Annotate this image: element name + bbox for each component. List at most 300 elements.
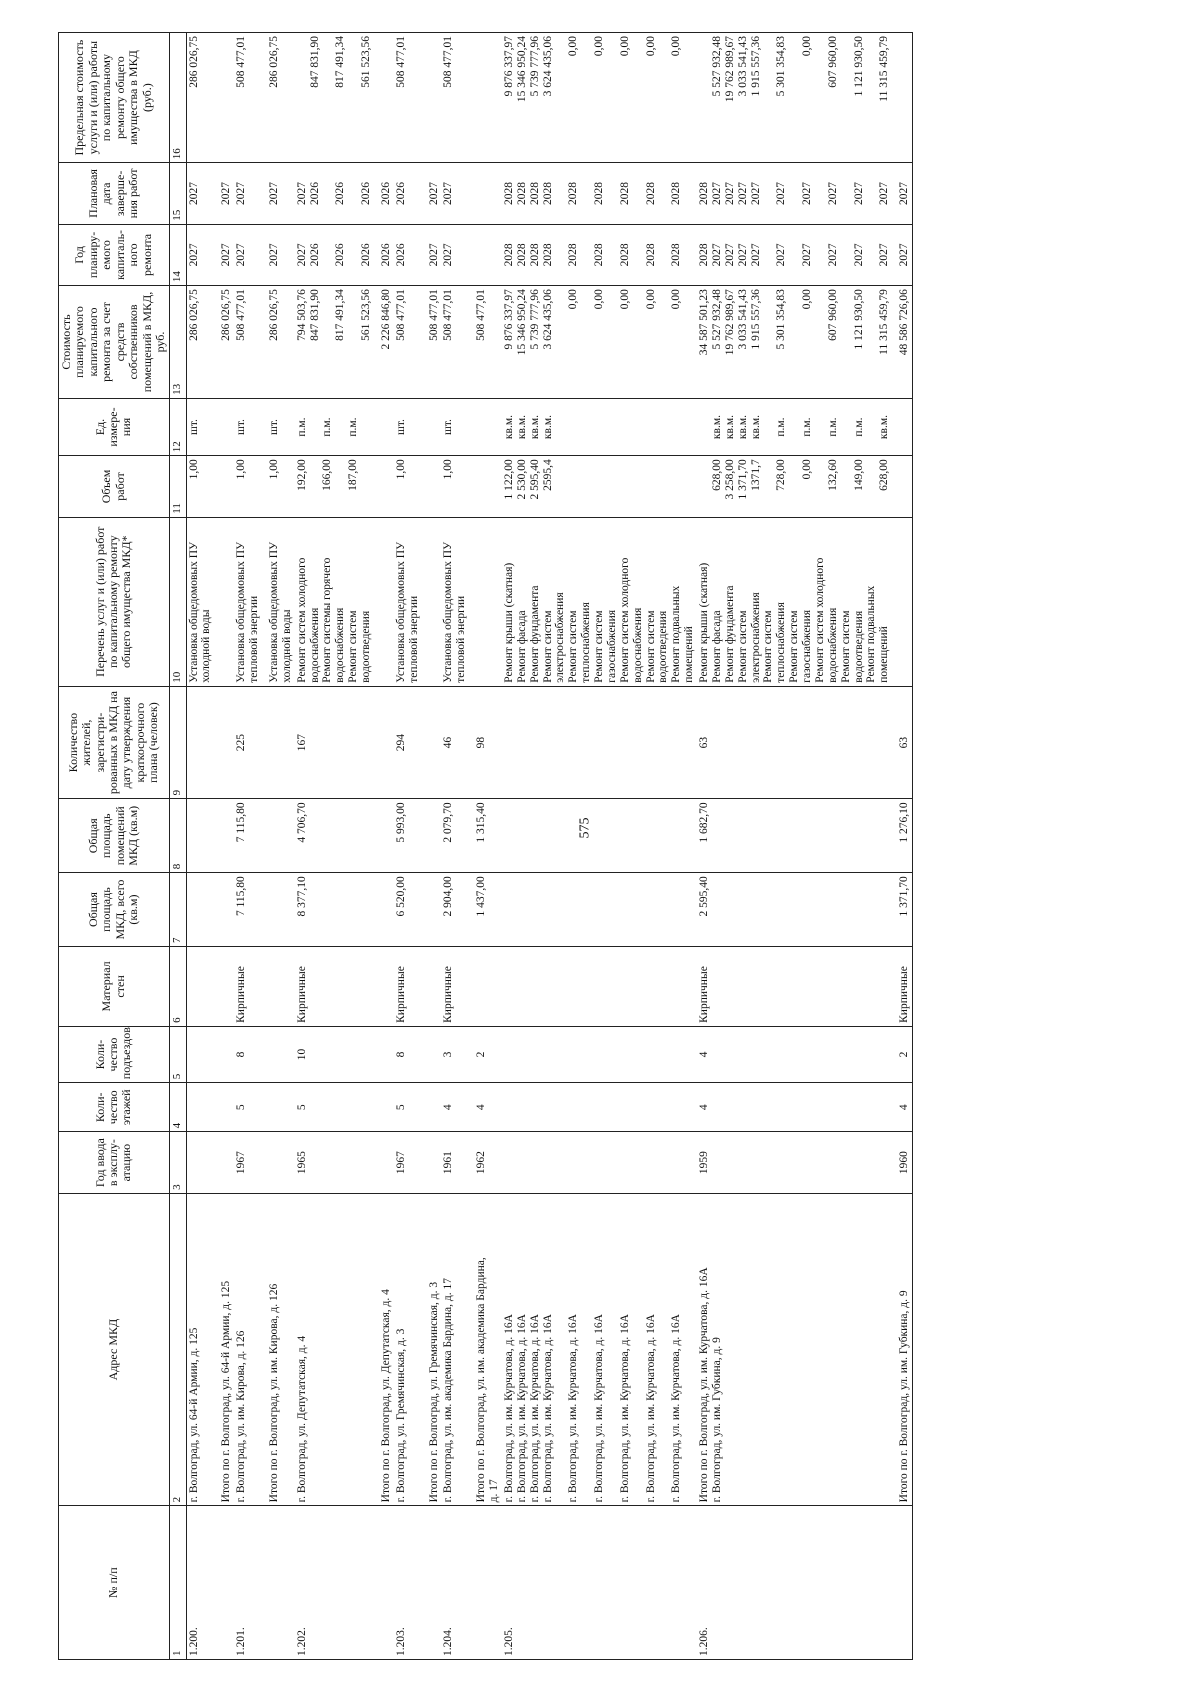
cell-line <box>347 36 360 159</box>
cell-line: Ремонт крыши (скатная) <box>502 562 515 683</box>
cell-parea <box>374 799 394 873</box>
column-header: Количество жителей, зарегистри-рованных в МКД на дату утверждения краткосрочного плана (человек) <box>59 686 170 799</box>
cell-floors <box>214 1083 234 1132</box>
cell-line: Итого по г. Волгоград, ул. им. Губкина, д. 9 <box>898 1290 911 1503</box>
cell-n <box>422 1506 442 1660</box>
cell-line <box>840 459 853 513</box>
cell-mat <box>469 946 502 1026</box>
cell-addr <box>892 1193 912 1505</box>
cell-parea: 7 115,80 <box>234 799 262 873</box>
cell-line: 1 121 930,50 <box>852 289 865 350</box>
cell-addr <box>234 1193 262 1505</box>
cell-line: 2028 <box>618 181 631 205</box>
cell-floors: 4 <box>469 1083 502 1132</box>
cell-line: шт. <box>235 419 248 435</box>
cell-line: 15 346 950,24 <box>515 36 528 103</box>
cell-line: 628,00 <box>710 459 723 491</box>
cell-works <box>295 517 374 686</box>
total-row <box>374 33 394 1660</box>
cell-line <box>554 166 567 220</box>
cell-line: 2027 <box>826 181 839 205</box>
cell-line: 5 739 777,96 <box>528 36 541 97</box>
cell-res <box>422 686 442 799</box>
column-number: 12 <box>169 398 186 455</box>
cell-line: 2028 <box>698 181 710 205</box>
cell-line: 508 477,01 <box>235 36 248 88</box>
cell-line: Итого по г. Волгоград, ул. 64-й Армии, д. 125 <box>220 1280 233 1503</box>
cell-works <box>374 517 394 686</box>
cell-line: 2028 <box>528 181 541 205</box>
cell-line: тепловой энергии <box>407 595 420 683</box>
cell-works <box>441 517 469 686</box>
cell-res: 167 <box>295 686 374 799</box>
cell-line: 132,60 <box>826 459 839 491</box>
cell-line <box>554 228 567 282</box>
cell-vol <box>441 456 469 517</box>
cell-vol <box>262 456 295 517</box>
cell-line: Ремонт систем <box>347 610 360 683</box>
cell-line: 15 346 950,24 <box>515 289 528 356</box>
cell-mat <box>374 946 394 1026</box>
cell-line: 2027 <box>295 243 308 267</box>
cell-line: 9 876 337,97 <box>502 289 515 350</box>
cell-line: 508 477,01 <box>442 36 455 88</box>
cell-line: 508 477,01 <box>442 289 455 341</box>
column-number: 11 <box>169 456 186 517</box>
cell-parea <box>214 799 234 873</box>
cell-line: 0,00 <box>593 36 605 57</box>
cell-line: п.м. <box>826 417 839 437</box>
cell-line <box>309 459 322 513</box>
cell-line: 19 762 989,67 <box>723 36 736 103</box>
cell-unit <box>892 398 912 455</box>
cell-mat <box>262 946 295 1026</box>
cell-line <box>657 1197 670 1502</box>
cell-line <box>865 459 878 513</box>
total-row <box>214 33 234 1660</box>
cell-line <box>347 289 360 395</box>
cell-works <box>214 517 234 686</box>
cell-line: 508 477,01 <box>235 289 248 341</box>
cell-line: кв.м. <box>541 415 554 440</box>
cell-line <box>606 289 619 395</box>
cell-area <box>422 873 442 947</box>
column-header: Коли-чество подъездов <box>59 1026 170 1082</box>
cell-entr <box>422 1026 442 1082</box>
cell-line: 11 315 459,79 <box>878 36 891 102</box>
cell-pd <box>214 163 234 224</box>
cell-lim <box>469 33 502 163</box>
cell-line: водоотведения <box>852 610 865 683</box>
cell-line: 1 915 557,36 <box>749 289 762 350</box>
cell-line <box>554 289 567 395</box>
cell-lim <box>374 33 394 163</box>
column-header: Материал стен <box>59 946 170 1026</box>
cell-line: 187,00 <box>347 459 360 491</box>
cell-lim <box>214 33 234 163</box>
cell-line: 508 477,01 <box>394 36 407 88</box>
cell-line: 2027 <box>220 181 233 205</box>
cell-entr: 3 <box>441 1026 469 1082</box>
total-row <box>262 33 295 1660</box>
cell-works <box>697 517 892 686</box>
cell-line <box>632 228 645 282</box>
cell-vol <box>697 456 892 517</box>
cell-line: Ремонт систем <box>567 610 580 683</box>
cell-line: 2028 <box>515 181 528 205</box>
cell-line: 847 831,90 <box>308 36 321 88</box>
cell-res: 63 <box>697 686 892 799</box>
column-header: Перечень услуг и (или) работ по капитальному ремонту общего имущества МКД* <box>59 517 170 686</box>
cell-line: 2028 <box>670 181 683 205</box>
cell-line: помещений <box>683 626 696 683</box>
column-number: 5 <box>169 1026 186 1082</box>
cell-line <box>580 289 593 395</box>
cell-line: Ремонт подвальных <box>865 585 878 683</box>
cell-line: 2028 <box>502 243 515 267</box>
cell-line: 2027 <box>878 181 891 205</box>
cell-line: 0,00 <box>801 36 813 57</box>
cell-line: шт. <box>267 419 280 435</box>
cell-line: п.м. <box>347 417 360 437</box>
table-body <box>186 33 913 1660</box>
cell-line: 34 587 501,23 <box>698 289 710 356</box>
cell-py <box>441 224 469 285</box>
cell-line <box>814 228 827 282</box>
cell-cost <box>374 286 394 399</box>
cell-line: 1 122,00 <box>502 459 515 500</box>
cell-line: холодной воды <box>280 609 293 683</box>
cell-floors: 5 <box>295 1083 374 1132</box>
cell-line: 2028 <box>567 243 580 267</box>
cell-line: Итого по г. Волгоград, ул. им. академика Бардина, <box>475 1257 488 1503</box>
column-header: Ед. измере-ния <box>59 398 170 455</box>
column-number: 1 <box>169 1506 186 1660</box>
cell-line: 2028 <box>541 181 554 205</box>
cell-line <box>865 166 878 220</box>
cell-entr <box>374 1026 394 1082</box>
cell-floors: 5 <box>394 1083 422 1132</box>
cell-cost <box>422 286 442 399</box>
cell-n <box>214 1506 234 1660</box>
column-number: 8 <box>169 799 186 873</box>
cell-line: 192,00 <box>295 459 308 491</box>
cell-line: 2027 <box>267 181 280 205</box>
cell-line: 2028 <box>698 243 710 267</box>
cell-line: 2026 <box>360 243 372 267</box>
cell-line <box>814 402 827 452</box>
cell-line <box>788 228 801 282</box>
total-row <box>892 33 912 1660</box>
table-row <box>295 33 374 1660</box>
cell-line: 3 033 541,43 <box>736 289 749 350</box>
column-header: Общая площадь МКД, всего (кв.м) <box>59 873 170 947</box>
cell-floors: 4 <box>892 1083 912 1132</box>
cell-line <box>788 459 801 513</box>
cell-line: 2027 <box>801 181 813 205</box>
cell-line: Ремонт систем <box>644 610 657 683</box>
cell-line: 2026 <box>394 243 407 267</box>
cell-line: г. Волгоград, ул. им. Курчатова, д. 16А <box>515 1314 528 1503</box>
cell-line: Ремонт систем холодного <box>813 557 826 683</box>
cell-line <box>632 289 645 395</box>
cell-line: кв.м. <box>502 415 515 440</box>
cell-lim <box>186 33 214 163</box>
cell-line: 2027 <box>852 243 865 267</box>
cell-works <box>469 517 502 686</box>
cell-line: 607 960,00 <box>826 36 839 88</box>
cell-year: 1960 <box>892 1132 912 1193</box>
cell-line: водоотведения <box>360 610 372 683</box>
cell-line: г. Волгоград, ул. Депутатская, д. 4 <box>295 1335 308 1503</box>
cell-n: 1.200. <box>186 1506 214 1660</box>
cell-line: 149,00 <box>852 459 865 491</box>
cell-line: Ремонт систем <box>736 610 749 683</box>
cell-line: 2026 <box>308 181 321 205</box>
cell-line <box>657 166 670 220</box>
cell-line <box>321 289 334 395</box>
cell-line: Ремонт фундамента <box>723 585 736 683</box>
cell-res: 98 <box>469 686 502 799</box>
cell-line: 2026 <box>360 181 372 205</box>
cell-lim <box>892 33 912 163</box>
cell-line <box>580 228 593 282</box>
cell-works <box>262 517 295 686</box>
cell-line <box>814 289 827 395</box>
cell-floors <box>502 1083 697 1132</box>
cell-line: 1,00 <box>267 459 280 480</box>
cell-line <box>360 402 373 452</box>
cell-line: г. Волгоград, ул. им. Курчатова, д. 16А <box>541 1314 554 1503</box>
cell-area: 2 595,40 <box>697 873 892 947</box>
cell-line <box>698 459 711 513</box>
table-row <box>502 33 697 1660</box>
cell-unit <box>374 398 394 455</box>
cell-line: п.м. <box>321 417 334 437</box>
cell-line: тепловой энергии <box>455 595 468 683</box>
cell-line: шт. <box>187 419 200 435</box>
cell-line <box>788 402 801 452</box>
cell-addr <box>374 1193 394 1505</box>
cell-line: 2028 <box>502 181 515 205</box>
cell-line <box>580 1197 593 1502</box>
cell-addr <box>422 1193 442 1505</box>
cell-area <box>186 873 214 947</box>
cell-lim <box>502 33 697 163</box>
cell-line: Установка общедомовых ПУ <box>235 541 248 683</box>
cell-line: 607 960,00 <box>826 289 839 341</box>
cell-line: 19 762 989,67 <box>723 289 736 356</box>
cell-py <box>502 224 697 285</box>
cell-line: п.м. <box>801 417 813 437</box>
cell-mat: Кирпичные <box>697 946 892 1026</box>
cell-year: 1967 <box>234 1132 262 1193</box>
cell-line <box>360 459 373 513</box>
cell-area <box>262 873 295 947</box>
cell-line: 1371,7 <box>749 459 762 491</box>
cell-line: 817 491,34 <box>334 36 347 88</box>
cell-line: 2 530,00 <box>515 459 528 500</box>
cell-line: 1,00 <box>187 459 200 480</box>
cell-entr: 2 <box>892 1026 912 1082</box>
cell-py <box>892 224 912 285</box>
cell-floors <box>186 1083 214 1132</box>
cell-line: 286 026,75 <box>220 289 233 341</box>
cell-works <box>394 517 422 686</box>
cell-year <box>422 1132 442 1193</box>
cell-line: 2027 <box>736 243 749 267</box>
cell-unit <box>186 398 214 455</box>
cell-pd <box>262 163 295 224</box>
cell-line: 2027 <box>898 243 911 267</box>
column-number: 7 <box>169 873 186 947</box>
cell-pd <box>234 163 262 224</box>
cell-line: 0,00 <box>670 289 683 310</box>
cell-line: 2026 <box>334 181 347 205</box>
cell-res <box>374 686 394 799</box>
cell-parea <box>422 799 442 873</box>
cell-line: 1 371,70 <box>736 459 749 500</box>
cell-line: 0,00 <box>801 289 813 310</box>
cell-line <box>321 228 334 282</box>
cell-addr <box>441 1193 469 1505</box>
cell-line: 3 624 435,06 <box>541 289 554 350</box>
cell-area <box>374 873 394 947</box>
cell-cost <box>186 286 214 399</box>
cell-cost <box>892 286 912 399</box>
cell-line <box>309 402 322 452</box>
cell-py <box>697 224 892 285</box>
cell-mat <box>214 946 234 1026</box>
cell-addr <box>186 1193 214 1505</box>
cell-line <box>865 402 878 452</box>
cell-vol <box>394 456 422 517</box>
table-row <box>394 33 422 1660</box>
cell-n <box>374 1506 394 1660</box>
cell-line <box>762 228 775 282</box>
cell-vol <box>234 456 262 517</box>
table-row <box>441 33 469 1660</box>
cell-line: 2 595,40 <box>528 459 541 500</box>
cell-n <box>469 1506 502 1660</box>
cell-entr: 8 <box>394 1026 422 1082</box>
cell-parea: 1 276,10 <box>892 799 912 873</box>
cell-line: Установка общедомовых ПУ <box>394 541 407 683</box>
cell-entr: 8 <box>234 1026 262 1082</box>
cell-line: г. Волгоград, ул. им. Курчатова, д. 16А <box>528 1314 541 1503</box>
cell-unit <box>502 398 697 455</box>
cell-line: 1 121 930,50 <box>852 36 865 97</box>
cell-lim <box>234 33 262 163</box>
cell-line: шт. <box>394 419 407 435</box>
cell-line: 2027 <box>295 181 308 205</box>
cell-py <box>469 224 502 285</box>
cell-line: Ремонт систем холодного <box>295 557 308 683</box>
cell-pd <box>697 163 892 224</box>
cell-line: 2028 <box>670 243 683 267</box>
cell-line <box>606 228 619 282</box>
cell-line: г. Волгоград, ул. им. Курчатова, д. 16А <box>670 1314 683 1503</box>
cell-vol <box>186 456 214 517</box>
cell-year: 1967 <box>394 1132 422 1193</box>
cell-pd <box>469 163 502 224</box>
cell-line: водоснабжения <box>308 607 321 683</box>
cell-line: г. Волгоград, ул. им. Губкина, д. 9 <box>710 1337 723 1503</box>
cell-line: 2027 <box>852 181 865 205</box>
column-header: Объем работ <box>59 456 170 517</box>
cell-n <box>892 1506 912 1660</box>
cell-line: 1,00 <box>235 459 248 480</box>
cell-addr <box>262 1193 295 1505</box>
column-number: 14 <box>169 224 186 285</box>
cell-parea: 1 315,40 <box>469 799 502 873</box>
cell-line <box>814 36 827 159</box>
cell-line: теплоснабжения <box>580 602 593 683</box>
cell-works <box>892 517 912 686</box>
cell-py <box>422 224 442 285</box>
cell-line <box>580 36 593 159</box>
cell-line: кв.м. <box>749 415 762 440</box>
cell-vol <box>374 456 394 517</box>
table-row <box>697 33 892 1660</box>
cell-line: г. Волгоград, ул. им. Курчатова, д. 16А <box>644 1314 657 1503</box>
column-number: 9 <box>169 686 186 799</box>
cell-mat <box>186 946 214 1026</box>
cell-mat: Кирпичные <box>441 946 469 1026</box>
cell-line: 0,00 <box>618 36 631 57</box>
cell-line: 2595,4 <box>541 459 554 491</box>
cell-line: 2027 <box>749 243 762 267</box>
cell-line: г. Волгоград, ул. им. Курчатова, д. 16А <box>593 1314 605 1503</box>
cell-parea: 2 079,70 <box>441 799 469 873</box>
cell-unit <box>469 398 502 455</box>
cell-line: 2027 <box>723 181 736 205</box>
cell-line: 3 624 435,06 <box>541 36 554 97</box>
cell-line: 2028 <box>644 181 657 205</box>
cell-line: 0,00 <box>593 289 605 310</box>
cell-line: водоснабжения <box>631 607 644 683</box>
page-number: 575 <box>577 817 593 839</box>
cell-line <box>814 459 827 513</box>
cell-py <box>234 224 262 285</box>
cell-lim <box>441 33 469 163</box>
cell-py <box>295 224 374 285</box>
cell-line <box>762 402 775 452</box>
cell-line: 1 915 557,36 <box>749 36 762 97</box>
cell-unit <box>262 398 295 455</box>
cell-parea: 4 706,70 <box>295 799 374 873</box>
cell-line: Установка общедомовых ПУ <box>442 541 455 683</box>
column-header: Стоимость планируемого капитального ремонта за счет средств собственников помещений в МКД, руб. <box>59 286 170 399</box>
cell-line: д. 17 <box>488 1479 500 1503</box>
cell-line: Установка общедомовых ПУ <box>187 541 200 683</box>
column-number: 16 <box>169 33 186 163</box>
cell-area: 8 377,10 <box>295 873 374 947</box>
cell-addr <box>697 1193 892 1505</box>
cell-line: 5 301 354,83 <box>775 289 788 350</box>
cell-line: 2028 <box>644 243 657 267</box>
cell-cost <box>295 286 374 399</box>
cell-res: 294 <box>394 686 422 799</box>
cell-line <box>840 289 853 395</box>
cell-res: 225 <box>234 686 262 799</box>
cell-line: водоснабжения <box>826 607 839 683</box>
cell-line: 2028 <box>541 243 554 267</box>
cell-entr <box>262 1026 295 1082</box>
column-header: № п/п <box>59 1506 170 1660</box>
cell-line <box>788 36 801 159</box>
cell-mat: Кирпичные <box>394 946 422 1026</box>
